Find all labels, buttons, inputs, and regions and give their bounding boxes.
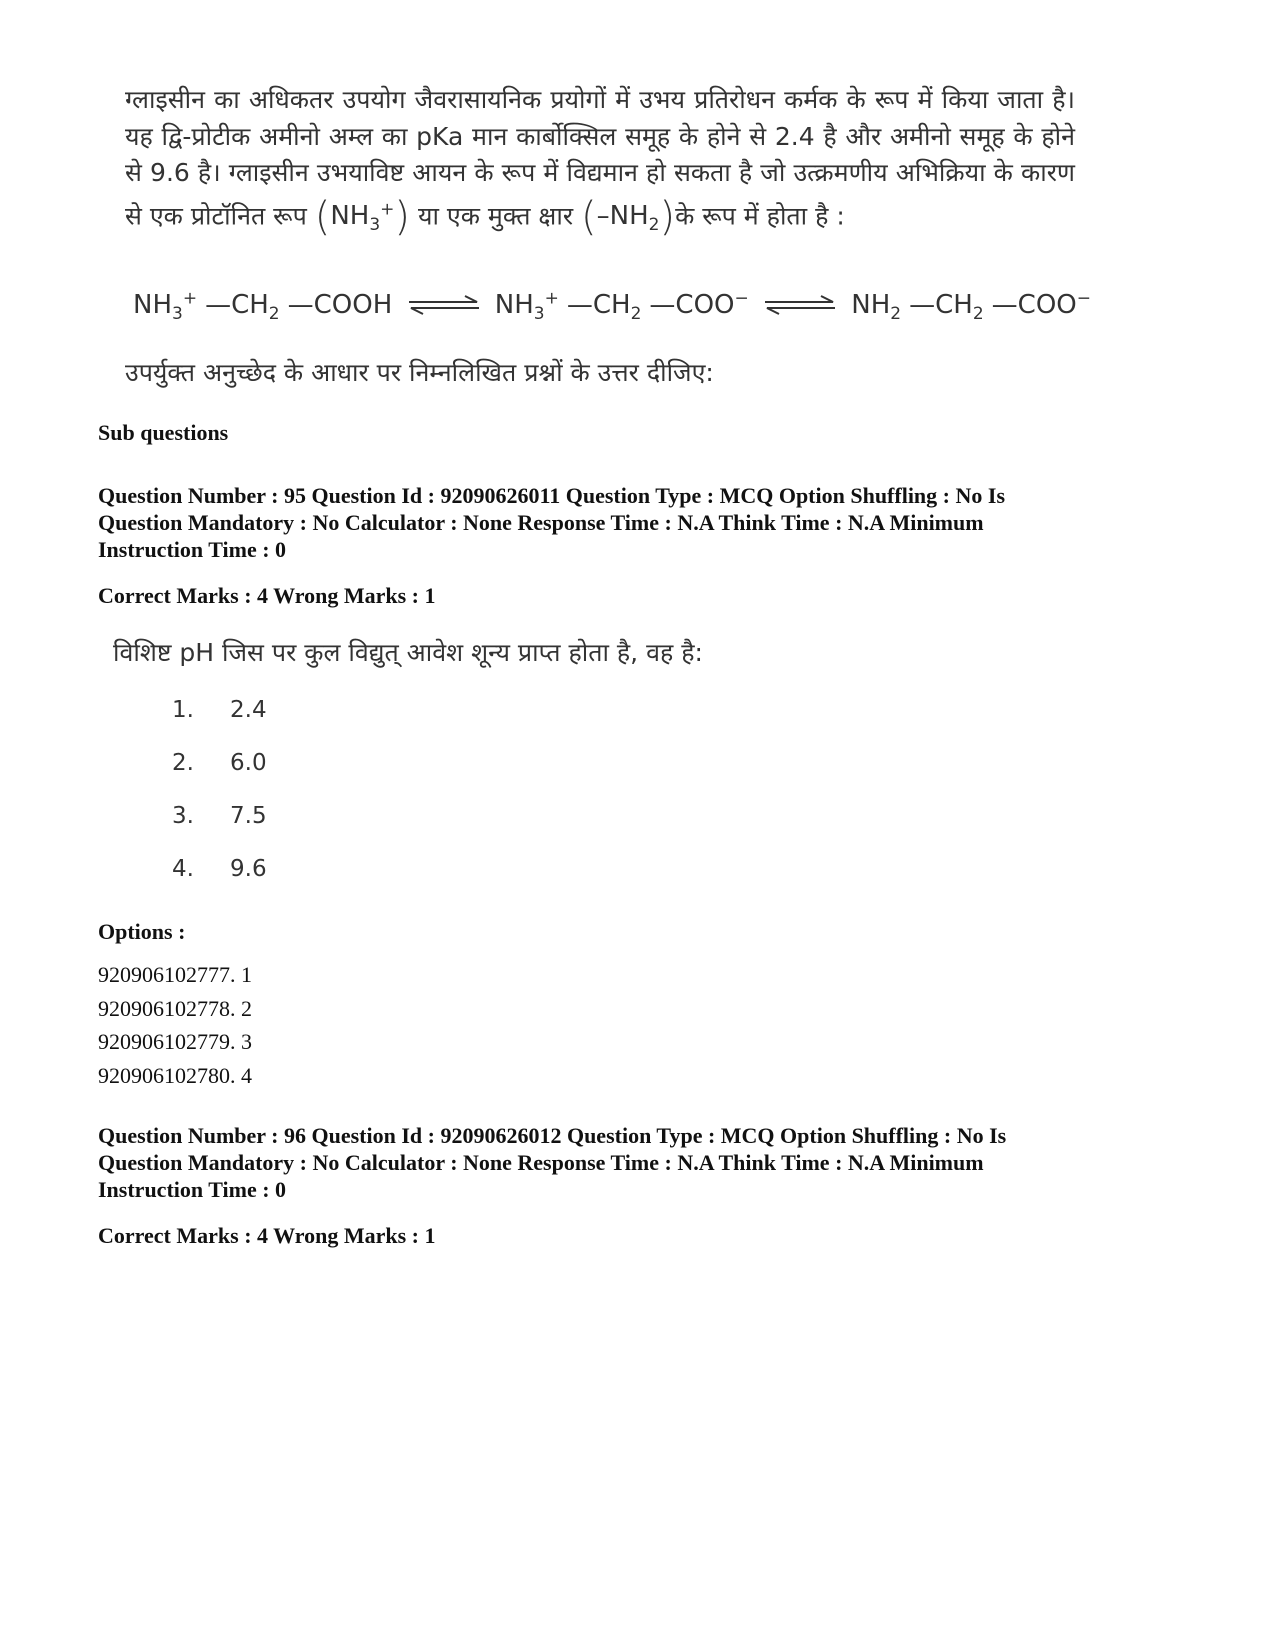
q96-meta-line2: Question Mandatory : No Calculator : None Response Time : N.A Think Time : N.A Minimum: [98, 1150, 984, 1175]
free-base: –NH: [596, 201, 649, 232]
q96-meta-line3: Instruction Time : 0: [98, 1177, 287, 1202]
protonated-sup: +: [380, 199, 395, 220]
choice-item: 4. 9.6: [172, 856, 267, 882]
q95-marks: Correct Marks : 4 Wrong Marks : 1: [98, 583, 436, 608]
option-id-item: 920906102780. 4: [98, 1062, 252, 1088]
species-1: $NH_3^+$ $—CH_2$ —COOH: [133, 288, 393, 324]
option-id-item: 920906102778. 2: [98, 995, 252, 1021]
chemical-equation: [133, 283, 1091, 329]
choice-item: 2. 6.0: [172, 750, 267, 776]
q95-meta-line3: Instruction Time : 0: [98, 537, 287, 562]
q95-choices: [172, 697, 267, 909]
passage-text-part2: या एक मुक्त क्षार: [417, 201, 574, 231]
options-label: Options :: [98, 919, 186, 944]
sub-questions-label: Sub questions: [98, 420, 229, 445]
q96-marks: Correct Marks : 4 Wrong Marks : 1: [98, 1223, 436, 1248]
q95-meta: [98, 482, 1178, 563]
passage-text: [125, 82, 1075, 244]
passage: [125, 82, 1075, 244]
equilibrium-arrow-icon: [763, 295, 837, 315]
passage-footer: उपर्युक्त अनुच्छेद के आधार पर निम्नलिखित प्रश्नों के उत्तर दीजिए:: [125, 358, 714, 387]
species-2: $NH_3^+$ $—CH_2$ —COO−: [494, 288, 749, 324]
free-base-sub: 2: [648, 215, 660, 236]
q96-meta-line1: Question Number : 96 Question Id : 92090626012 Question Type : MCQ Option Shuffling : No Is: [98, 1123, 1007, 1148]
protonated-base: NH: [330, 201, 370, 232]
passage-text-part1: ग्लाइसीन का अधिकतर उपयोग जैवरासायनिक प्रयोगों में उभय प्रतिरोधन कर्मक के रूप में किया जाता है। यह द्वि-प्रोटीक अमीनो अम्ल का pKa मान कार्बोक्सिल समूह के होने से 2.4 है और अमीनो समूह के होने से 9.6 है। ग्लाइसीन उभयाविष्ट आयन के रूप में विद्यमान हो सकता है जो उत्क्रमणीय अभिक्रिया के कारण से एक प्रोटॉनित रूप: [125, 85, 1075, 231]
option-id-item: 920906102779. 3: [98, 1029, 252, 1054]
q95-stem: विशिष्ट pH जिस पर कुल विद्युत् आवेश शून्य प्राप्त होता है, वह है:: [113, 638, 703, 667]
protonated-form: $(NH_3^+)$: [314, 194, 411, 241]
free-base-form: $(-NH_2)$: [581, 194, 676, 241]
species-3: $NH_2$ $—CH_2$ —COO−: [851, 288, 1092, 324]
choice-item: 3. 7.5: [172, 803, 267, 829]
q95-meta-line1: Question Number : 95 Question Id : 92090626011 Question Type : MCQ Option Shuffling : No Is: [98, 483, 1006, 508]
equilibrium-arrow-icon: [407, 295, 481, 315]
option-id-item: 920906102777. 1: [98, 962, 252, 987]
option-id-list: [98, 958, 252, 1092]
protonated-sub: 3: [369, 215, 381, 236]
q96-meta: [98, 1122, 1178, 1203]
q95-meta-line2: Question Mandatory : No Calculator : None Response Time : N.A Think Time : N.A Minimum: [98, 510, 984, 535]
passage-text-part3: के रूप में होता है :: [675, 201, 845, 231]
choice-item: 1. 2.4: [172, 697, 267, 723]
